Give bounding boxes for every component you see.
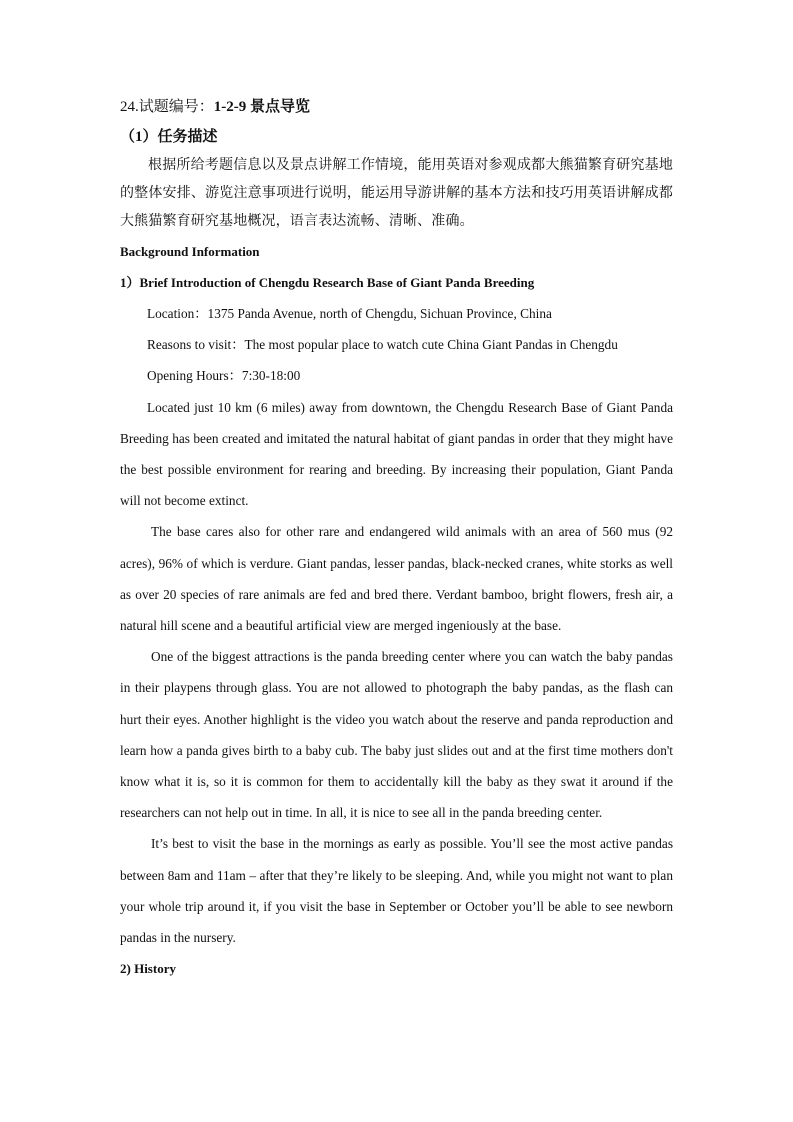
section-heading: [120, 92, 673, 122]
paragraph-base-care: The base cares also for other rare and endangered wild animals with an area of 560 mus (92 acres), 96% of which is verdure. Giant pandas, lesser pandas, black-necked cranes, white storks as well as over 20 species of rare animals are fed and bred there. Verdant bamboo, bright flowers, fresh air, a natural hill scene and a beautiful artificial view are merged ingeniously at the base.: [120, 524, 673, 634]
section-code-title: 1-2-9 景点导览: [213, 99, 311, 115]
reasons-line: Reasons to visit：The most popular place to watch cute China Giant Pandas in Chengdu: [147, 337, 618, 353]
paragraph-location: Located just 10 km (6 miles) away from downtown, the Chengdu Research Base of Giant Panda Breeding has been created and imitated the natural habitat of giant pandas in order that they might have the best possible environment for rearing and breeding. By increasing their population, Giant Panda will not become extinct.: [120, 399, 673, 509]
history-heading: 2) History: [120, 961, 176, 977]
location-line: Location：1375 Panda Avenue, north of Chengdu, Sichuan Province, China: [147, 306, 552, 321]
intro-heading: 1）Brief Introduction of Chengdu Research Base of Giant Panda Breeding: [120, 275, 535, 290]
task-heading: （1）任务描述: [120, 129, 218, 145]
background-heading: Background Information: [120, 244, 260, 259]
hours-line: Opening Hours：7:30-18:00: [147, 368, 301, 384]
paragraph-attractions: One of the biggest attractions is the panda breeding center where you can watch the baby pandas in their playpens through glass. You are not allowed to photograph the baby pandas, as the flash can hurt their eyes. Another highlight is the video you watch about the reserve and panda reproduction and learn how a panda gives birth to a baby cub. The baby just slides out and at the first time mothers don't know what it is, so it is common for them to accidentally kill the baby as they swat it around if the researchers can not help out in time. In all, it is nice to see all in the panda breeding center.: [120, 649, 673, 821]
task-description: 根据所给考题信息以及景点讲解工作情境，能用英语对参观成都大熊猫繁育研究基地的整体安排、游览注意事项进行说明，能运用导游讲解的基本方法和技巧用英语讲解成都大熊猫繁育研究基地概况，语言表达流畅、清晰、准确。: [120, 158, 673, 229]
section-number-prefix: 24.试题编号：: [120, 99, 214, 115]
page-content: [120, 92, 673, 984]
paragraph-visit-tips: It’s best to visit the base in the mornings as early as possible. You’ll see the most active pandas between 8am and 11am – after that they’re likely to be sleeping. And, while you might not want to plan your whole trip around it, if you visit the base in September or October you’ll be able to see newborn pandas in the nursery.: [120, 836, 673, 946]
